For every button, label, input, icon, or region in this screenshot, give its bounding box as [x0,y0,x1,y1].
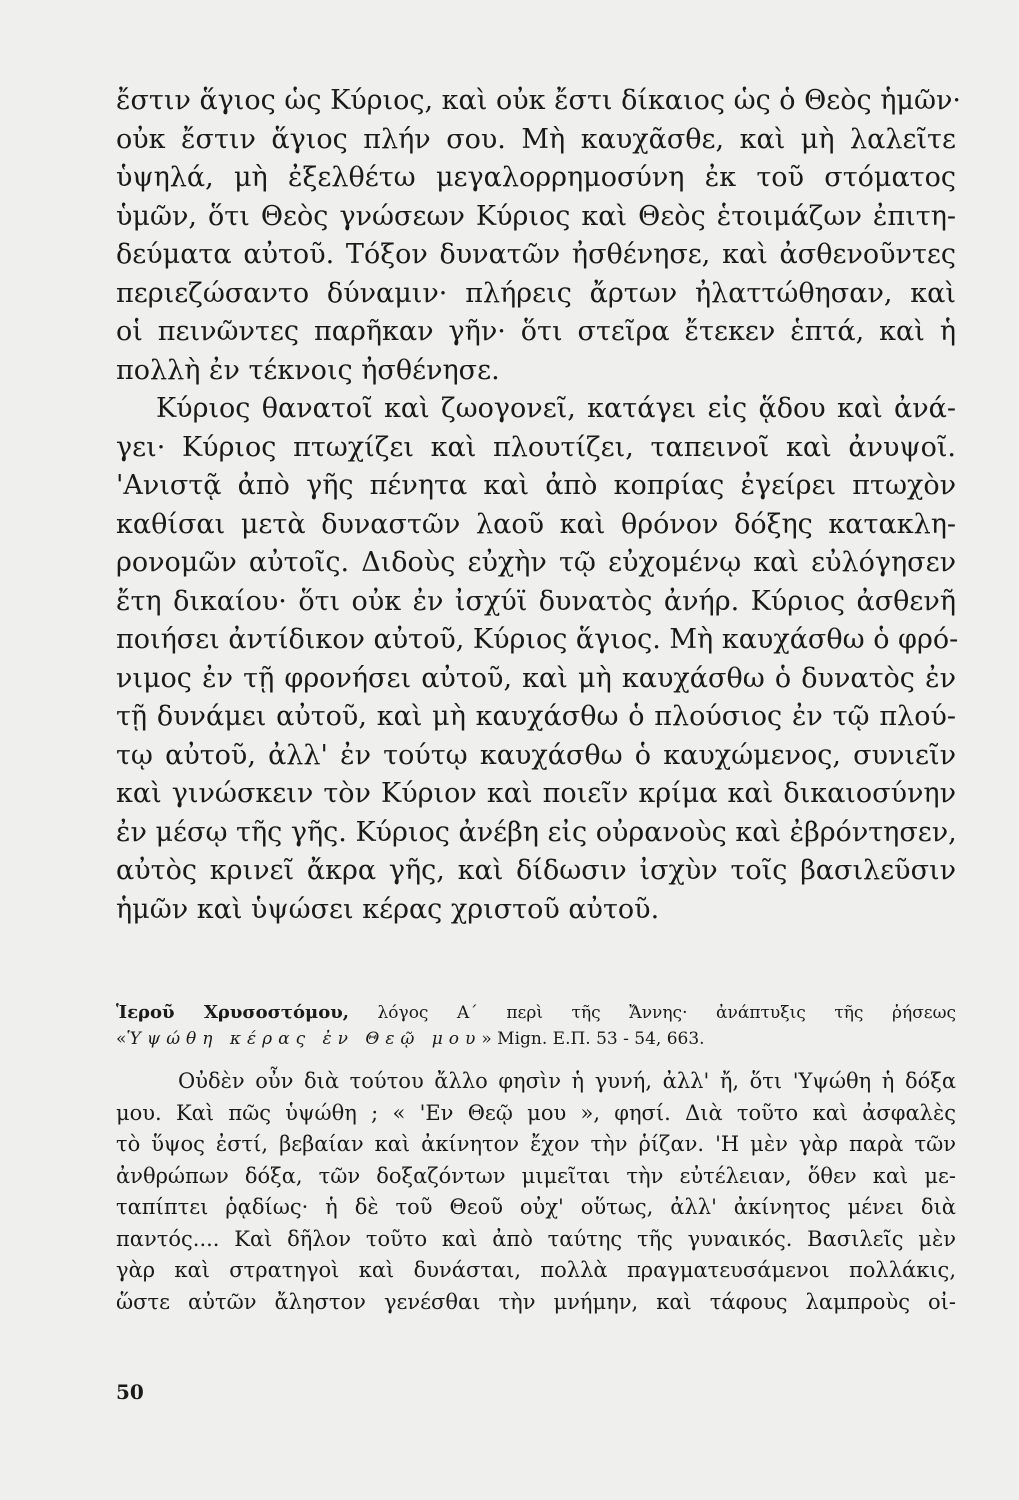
text-line: ἔτη δικαίου· ὅτι οὐκ ἐν ἰσχύϊ δυνατὸς ἀνήρ. Κύριος ἀσθενῆ [116,585,956,617]
page-number: 50 [116,1380,144,1404]
text-line: οἱ πεινῶντες παρῆκαν γῆν· ὅτι στεῖρα ἔτεκεν ἑπτά, καὶ ἡ [116,316,956,347]
citation-quoted-phrase: Ὑψώθη κέρας ἐν Θεῷ μου [126,1029,482,1049]
text-line: ποιήσει ἀντίδικον αὐτοῦ, Κύριος ἅγιος. Μὴ καυχάσθω ὁ φρό- [116,624,959,655]
quote-open-mark: « [116,1029,127,1049]
text-line: καθίσαι μετὰ δυναστῶν λαοῦ καὶ θρόνον δόξης κατακλη- [116,508,956,540]
commentary-text [116,1066,956,1318]
quote-close-mark: » [481,1029,492,1049]
source-citation [116,1000,956,1052]
text-line: αὐτὸς κρινεῖ ἄκρα γῆς, καὶ δίδωσιν ἰσχὺν τοῖς βασιλεῦσιν [116,855,956,886]
text-line: ἡμῶν καὶ ὑψώσει κέρας χριστοῦ αὐτοῦ. [116,893,660,925]
text-line: Κύριος θανατοῖ καὶ ζωογονεῖ, κατάγει εἰς ᾅδου καὶ ἀνά- [156,393,956,424]
text-line: ὑμῶν, ὅτι Θεὸς γνώσεων Κύριος καὶ Θεὸς ἑτοιμάζων ἐπιτη- [116,200,956,232]
text-line: νιμος ἐν τῇ φρονήσει αὐτοῦ, καὶ μὴ καυχάσθω ὁ δυνατὸς ἐν [116,662,956,694]
text-line: καὶ γινώσκειν τὸν Κύριον καὶ ποιεῖν κρίμα καὶ δικαιοσύνην [116,778,956,809]
commentary-line: Οὐδὲν οὖν διὰ τούτου ἄλλο φησὶν ἡ γυνή, ἀλλ' ἤ, ὅτι 'Υψώθη ἡ δόξα [178,1069,956,1093]
commentary-line: τὸ ὕψος ἐστί, βεβαίαν καὶ ἀκίνητον ἔχον τὴν ῥίζαν. 'Η μὲν γὰρ παρὰ τῶν [116,1132,956,1156]
commentary-line: ἀνθρώπων δόξα, τῶν δοξαζόντων μιμεῖται τὴν εὐτέλειαν, ὅθεν καὶ με- [116,1163,956,1188]
citation-line [116,1000,956,1026]
citation-author: Ἱεροῦ Χρυσοστόμου, [116,1002,349,1023]
text-line: τῇ δυνάμει αὐτοῦ, καὶ μὴ καυχάσθω ὁ πλούσιος ἐν τῷ πλού- [116,701,956,732]
commentary-line: ὥστε αὐτῶν ἄληστον γενέσθαι τὴν μνήμην, καὶ τάφους λαμπροὺς οἰ- [116,1289,956,1314]
citation-reference: Mign. Ε.Π. 53 - 54, 663. [497,1029,705,1049]
text-line: 'Ανιστᾷ ἀπὸ γῆς πένητα καὶ ἀπὸ κοπρίας ἐγείρει πτωχὸν [116,470,956,501]
text-line: ἐν μέσῳ τῆς γῆς. Κύριος ἀνέβη εἰς οὐρανοὺς καὶ ἐβρόντησεν, [116,816,957,848]
commentary-line: ταπίπτει ῥᾳδίως· ἡ δὲ τοῦ Θεοῦ οὐχ' οὕτως, ἀλλ' ἀκίνητος μένει διὰ [116,1195,956,1219]
text-line: τῳ αὐτοῦ, ἀλλ' ἐν τούτῳ καυχάσθω ὁ καυχώμενος, συνιεῖν [116,739,956,771]
text-line: γει· Κύριος πτωχίζει καὶ πλουτίζει, ταπεινοῖ καὶ ἀνυψοῖ. [116,431,956,463]
text-line: περιεζώσαντο δύναμιν· πλήρεις ἄρτων ἠλαττώθησαν, καὶ [116,277,956,309]
text-line: ἔστιν ἅγιος ὡς Κύριος, καὶ οὐκ ἔστι δίκαιος ὡς ὁ Θεὸς ἡμῶν· [116,85,961,116]
citation-title: λόγος Α΄ περὶ τῆς Ἄννης· ἀνάπτυξις τῆς ῥήσεως [377,1003,956,1023]
text-line: ρονομῶν αὐτοῖς. Διδοὺς εὐχὴν τῷ εὐχομένῳ καὶ εὐλόγησεν [116,547,956,578]
text-line: ὑψηλά, μὴ ἐξελθέτω μεγαλορρημοσύνη ἐκ τοῦ στόματος [116,162,956,193]
commentary-line: παντός.... Καὶ δῆλον τοῦτο καὶ ἀπὸ ταύτης τῆς γυναικός. Βασιλεῖς μὲν [116,1226,956,1251]
text-line: πολλὴ ἐν τέκνοις ἠσθένησε. [116,354,500,386]
citation-line [116,1026,956,1052]
text-line: οὐκ ἔστιν ἅγιος πλήν σου. Μὴ καυχᾶσθε, καὶ μὴ λαλεῖτε [116,123,956,155]
commentary-line: γὰρ καὶ στρατηγοὶ καὶ δυνάσται, πολλὰ πραγματευσάμενοι πολλάκις, [116,1258,956,1282]
text-line: δεύματα αὐτοῦ. Τόξον δυνατῶν ἠσθένησε, καὶ ἀσθενοῦντες [116,239,956,270]
commentary-line: μου. Καὶ πῶς ὑψώθη ; « 'Εν Θεῷ μου », φησί. Διὰ τοῦτο καὶ ἀσφαλὲς [116,1100,956,1125]
main-scripture-text [116,82,961,929]
